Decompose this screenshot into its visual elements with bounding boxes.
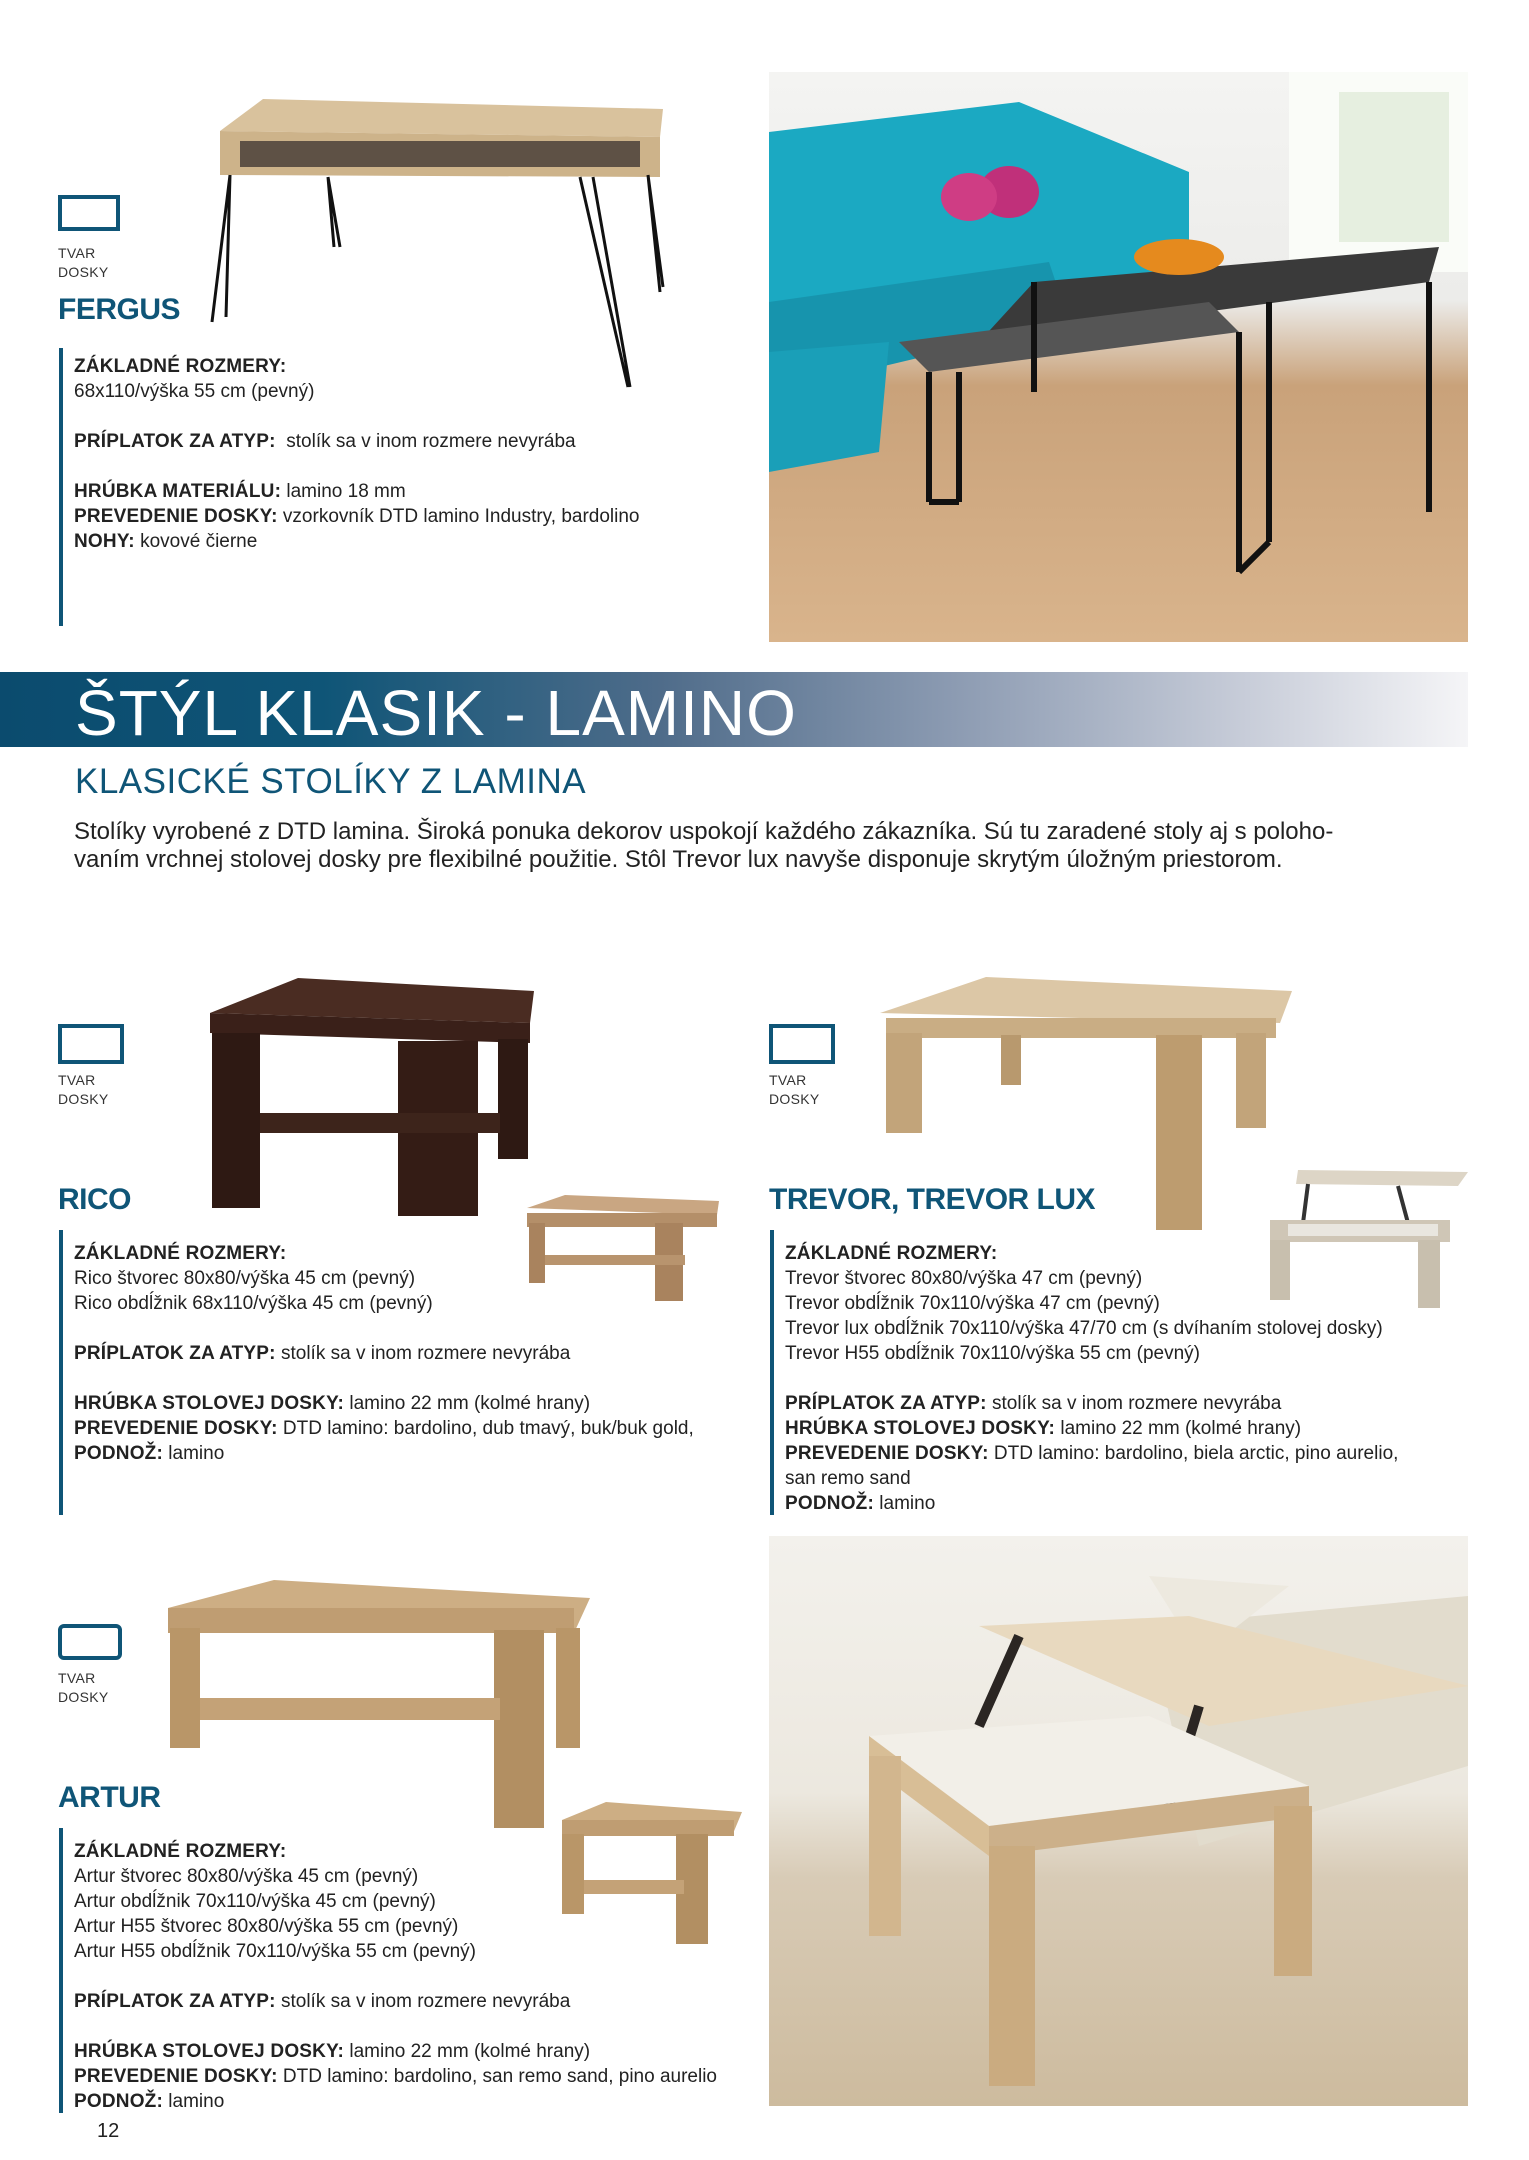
spec-value: Rico štvorec 80x80/výška 45 cm (pevný) — [74, 1268, 416, 1289]
spec-line — [785, 1291, 1398, 1316]
shape-label-line: TVAR — [58, 1072, 96, 1088]
spec-line — [74, 1266, 694, 1291]
spec-label: HRÚBKA STOLOVEJ DOSKY: — [74, 2041, 345, 2062]
spec-value: Artur štvorec 80x80/výška 45 cm (pevný) — [74, 1866, 419, 1887]
spacer — [74, 2014, 717, 2039]
spec-line — [74, 429, 640, 454]
spec-label: ZÁKLADNÉ ROZMERY: — [74, 356, 287, 377]
spec-line — [74, 1864, 717, 1889]
product-title-fergus: FERGUS — [58, 293, 181, 326]
spec-line — [74, 504, 640, 529]
spec-value: Trevor obdĺžnik 70x110/výška 47 cm (pevný) — [785, 1293, 1160, 1314]
shape-label — [58, 1071, 109, 1109]
spec-line — [785, 1316, 1398, 1341]
spec-value: stolík sa v inom rozmere nevyrába — [986, 1393, 1282, 1414]
product-title-artur: ARTUR — [58, 1781, 161, 1814]
spec-line — [74, 1416, 694, 1441]
spec-value: lamino — [163, 2091, 225, 2112]
shape-label-line: TVAR — [769, 1072, 807, 1088]
spec-value: kovové čierne — [134, 531, 258, 552]
spec-label: PREVEDENIE DOSKY: — [785, 1443, 989, 1464]
spec-line — [74, 1391, 694, 1416]
rico-product-image — [208, 973, 538, 1218]
spec-value: lamino 22 mm (kolmé hrany) — [344, 1393, 591, 1414]
room-photo-lift-top-table — [769, 1536, 1468, 2106]
accent-line — [770, 1230, 774, 1515]
spec-line — [785, 1466, 1398, 1491]
spec-value: lamino 22 mm (kolmé hrany) — [1055, 1418, 1302, 1439]
spec-line — [785, 1416, 1398, 1441]
spec-line — [74, 1291, 694, 1316]
page-number: 12 — [97, 2120, 120, 2142]
spec-value: stolík sa v inom rozmere nevyrába — [275, 1343, 571, 1364]
spec-label: PRÍPLATOK ZA ATYP: — [785, 1393, 987, 1414]
table-shape-square-icon — [58, 1024, 124, 1064]
spacer — [785, 1366, 1398, 1391]
spec-label: HRÚBKA MATERIÁLU: — [74, 481, 282, 502]
spec-label: HRÚBKA STOLOVEJ DOSKY: — [74, 1393, 345, 1414]
spec-line — [74, 529, 640, 554]
spec-line — [74, 1341, 694, 1366]
spec-line — [74, 2089, 717, 2114]
spec-line — [74, 1241, 694, 1266]
banner-title: ŠTÝL KLASIK - LAMINO — [75, 677, 797, 749]
table-shape-rounded-rectangle-icon — [58, 1624, 122, 1660]
spec-value: Rico obdĺžnik 68x110/výška 45 cm (pevný) — [74, 1293, 433, 1314]
spec-value: lamino — [874, 1493, 936, 1514]
spec-label: ZÁKLADNÉ ROZMERY: — [74, 1243, 287, 1264]
spec-line — [785, 1441, 1398, 1466]
spec-value: 68x110/výška 55 cm (pevný) — [74, 381, 315, 402]
spacer — [74, 404, 640, 429]
spec-line — [74, 479, 640, 504]
spec-label: ZÁKLADNÉ ROZMERY: — [785, 1243, 998, 1264]
spec-value: Trevor H55 obdĺžnik 70x110/výška 55 cm (pevný) — [785, 1343, 1201, 1364]
spacer — [74, 1964, 717, 1989]
spec-line — [74, 1914, 717, 1939]
spec-value: DTD lamino: bardolino, san remo sand, pino aurelio — [277, 2066, 717, 2087]
table-shape-rectangle-icon — [58, 195, 120, 231]
spec-label: PREVEDENIE DOSKY: — [74, 1418, 278, 1439]
shape-label-line: DOSKY — [769, 1091, 820, 1107]
section-subtitle: KLASICKÉ STOLÍKY Z LAMINA — [75, 762, 587, 801]
spec-value: Trevor štvorec 80x80/výška 47 cm (pevný) — [785, 1268, 1143, 1289]
spec-value: Trevor lux obdĺžnik 70x110/výška 47/70 cm (s dvíhaním stolovej dosky) — [785, 1318, 1383, 1339]
shape-label-line: DOSKY — [58, 1689, 109, 1705]
artur-specs — [74, 1839, 717, 2114]
spacer — [74, 1366, 694, 1391]
spec-value: lamino 18 mm — [281, 481, 406, 502]
spec-label: HRÚBKA STOLOVEJ DOSKY: — [785, 1418, 1056, 1439]
spec-value: lamino 22 mm (kolmé hrany) — [344, 2041, 591, 2062]
spec-value: stolík sa v inom rozmere nevyrába — [275, 1991, 571, 2012]
spec-label: PREVEDENIE DOSKY: — [74, 2066, 278, 2087]
trevor-specs — [785, 1241, 1398, 1516]
artur-product-image — [164, 1578, 594, 1830]
spec-value: DTD lamino: bardolino, dub tmavý, buk/buk gold, — [277, 1418, 694, 1439]
spec-line — [74, 2039, 717, 2064]
spec-line — [785, 1391, 1398, 1416]
spec-line — [74, 1441, 694, 1466]
shape-label — [769, 1071, 820, 1109]
spec-value: Artur H55 štvorec 80x80/výška 55 cm (pevný) — [74, 1916, 459, 1937]
spec-label: PODNOŽ: — [74, 1443, 164, 1464]
spec-value: vzorkovník DTD lamino Industry, bardolino — [277, 506, 640, 527]
spec-line — [74, 2064, 717, 2089]
spec-value: stolík sa v inom rozmere nevyrába — [275, 431, 576, 452]
spec-label: NOHY: — [74, 531, 135, 552]
spec-line — [74, 1989, 717, 2014]
spec-label: PRÍPLATOK ZA ATYP: — [74, 1343, 276, 1364]
spacer — [74, 454, 640, 479]
intro-line: Stolíky vyrobené z DTD lamina. Široká ponuka dekorov uspokojí každého zákazníka. Sú tu zaradené stoly aj s poloho- — [74, 818, 1334, 845]
spec-label: PRÍPLATOK ZA ATYP: — [74, 1991, 276, 2012]
spec-value: lamino — [163, 1443, 225, 1464]
spec-label: PODNOŽ: — [785, 1493, 875, 1514]
spacer — [74, 1316, 694, 1341]
spec-line — [785, 1491, 1398, 1516]
intro-line: vaním vrchnej stolovej dosky pre flexibilné použitie. Stôl Trevor lux navyše disponuje skrytým úložným priestorom. — [74, 846, 1283, 873]
spec-label: ZÁKLADNÉ ROZMERY: — [74, 1841, 287, 1862]
shape-label-line: TVAR — [58, 1670, 96, 1686]
spec-line — [74, 1939, 717, 1964]
spec-line — [74, 379, 640, 404]
section-banner — [0, 672, 1468, 747]
spec-line — [74, 354, 640, 379]
shape-label — [58, 244, 109, 282]
rico-specs — [74, 1241, 694, 1466]
product-title-trevor: TREVOR, TREVOR LUX — [769, 1183, 1096, 1216]
accent-line — [59, 348, 63, 626]
spec-value: san remo sand — [785, 1468, 911, 1489]
accent-line — [59, 1828, 63, 2113]
spec-value: Artur H55 obdĺžnik 70x110/výška 55 cm (pevný) — [74, 1941, 476, 1962]
spec-line — [74, 1889, 717, 1914]
shape-label — [58, 1669, 109, 1707]
fergus-specs — [74, 354, 640, 554]
spec-value: DTD lamino: bardolino, biela arctic, pino aurelio, — [988, 1443, 1399, 1464]
spec-label: PODNOŽ: — [74, 2091, 164, 2112]
spec-line — [785, 1341, 1398, 1366]
spec-line — [785, 1241, 1398, 1266]
spec-value: Artur obdĺžnik 70x110/výška 45 cm (pevný) — [74, 1891, 436, 1912]
product-title-rico: RICO — [58, 1183, 131, 1216]
table-shape-rectangle-icon — [769, 1024, 835, 1064]
accent-line — [59, 1230, 63, 1515]
fergus-product-image — [208, 97, 668, 397]
spec-line — [74, 1839, 717, 1864]
spec-line — [785, 1266, 1398, 1291]
shape-label-line: TVAR — [58, 245, 96, 261]
spec-label: PRÍPLATOK ZA ATYP: — [74, 431, 276, 452]
shape-label-line: DOSKY — [58, 264, 109, 280]
living-room-photo-nesting-tables — [769, 72, 1468, 642]
section-intro — [74, 818, 1333, 874]
spec-label: PREVEDENIE DOSKY: — [74, 506, 278, 527]
shape-label-line: DOSKY — [58, 1091, 109, 1107]
